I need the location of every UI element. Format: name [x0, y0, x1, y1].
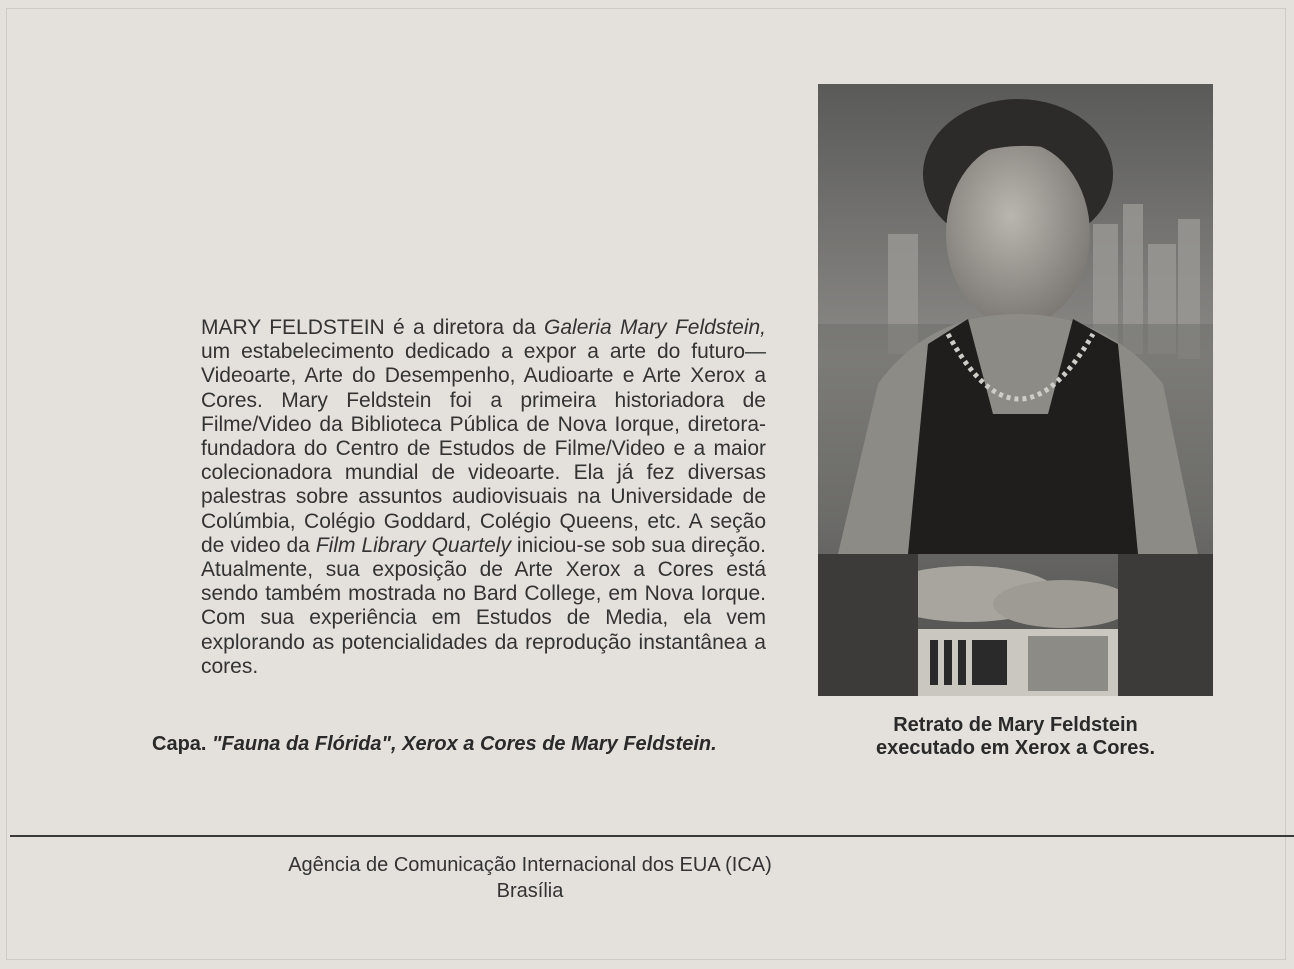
footer-city: Brasília	[496, 880, 564, 902]
footer-divider	[10, 835, 1294, 837]
portrait-illustration	[818, 84, 1213, 696]
footer-agency: Agência de Comunicação Internacional dos EUA (ICA)	[288, 854, 772, 876]
bio-name: MARY FELDSTEIN	[201, 316, 385, 339]
bio-text-2: um estabelecimento dedicado a expor a arte do futuro—Videoarte, Arte do Desempenho, Audioarte e Arte Xerox a Cores. Mary Feldstein foi a primeira historiadora de Filme/Video da Biblioteca Pública de Nova Iorque, diretora-fundadora do Centro de Estudos de Filme/Video e a maior colecionadora mundial de videoarte. Ela já fez diversas palestras sobre assuntos audiovisuais na Universidade de Colúmbia, Colégio Goddard, Colégio Queens, etc. A seção de video da	[201, 340, 766, 557]
cover-caption	[152, 733, 792, 756]
portrait-photo	[818, 84, 1213, 696]
bio-text-3: iniciou-se sob sua direção. Atualmente, sua exposição de Arte Xerox a Cores está sendo também mostrada no Bard College, em Nova Iorque. Com sua experiência em Estudos de Media, ela vem explorando as potencialidades da reprodução instantânea a cores.	[201, 533, 766, 678]
portrait-caption-line-1: Retrato de Mary Feldstein	[893, 714, 1138, 736]
bio-journal-name: Film Library Quartely	[315, 533, 511, 557]
portrait-caption-line-2: executado em Xerox a Cores.	[875, 737, 1155, 759]
bio-text-1: é a diretora da	[384, 316, 545, 339]
portrait-caption	[818, 714, 1213, 760]
cover-caption-title: "Fauna da Flórida", Xerox a Cores de Mary Feldstein.	[212, 733, 717, 755]
footer	[0, 852, 1060, 904]
cover-caption-label: Capa.	[152, 733, 207, 755]
bio-gallery-name: Galeria Mary Feldstein,	[544, 316, 766, 339]
biography-paragraph	[201, 316, 766, 679]
